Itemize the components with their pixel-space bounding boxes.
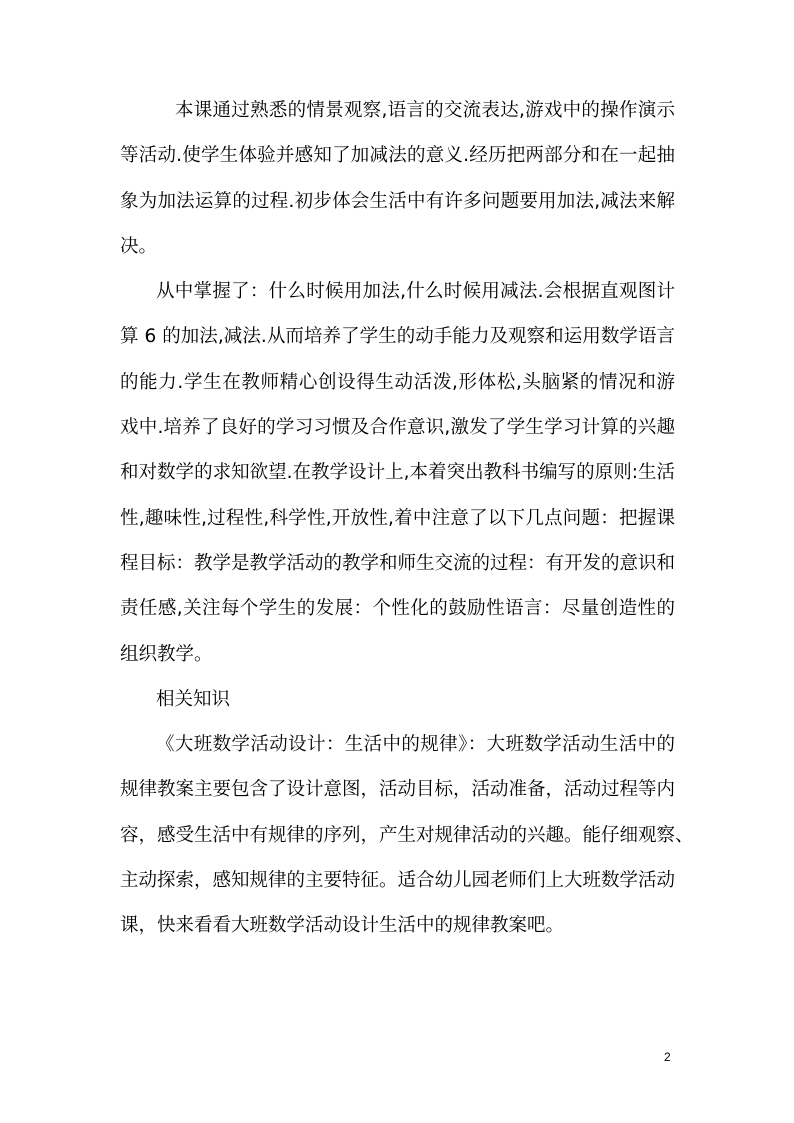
section-heading: 相关知识 — [156, 688, 231, 710]
paragraph-summary — [120, 269, 675, 677]
text-line: 主动探索，感知规律的主要特征。适合幼儿园老师们上大班数学活动 — [120, 870, 676, 892]
text-line: 责任感,关注每个学生的发展：个性化的鼓励性语言：尽量创造性的 — [120, 598, 675, 620]
text-line: 从中掌握了：什么时候用加法,什么时候用减法.会根据直观图计 — [156, 281, 675, 303]
text-line: 算 6 的加法,减法.从而培养了学生的动手能力及观察和运用数学语言 — [120, 326, 675, 348]
text-line: 容，感受生活中有规律的序列，产生对规律活动的兴趣。能仔细观察、 — [120, 824, 694, 846]
paragraph-intro — [120, 88, 675, 269]
text-line: 程目标：教学是教学活动的教学和师生交流的过程：有开发的意识和 — [120, 552, 676, 574]
text-line: 组织教学。 — [120, 643, 213, 665]
text-line: 性,趣味性,过程性,科学性,开放性,着中注意了以下几点问题：把握课 — [120, 507, 675, 529]
text-line: 《大班数学活动设计：生活中的规律》：大班数学活动生活中的 — [156, 734, 675, 756]
text-line: 和对数学的求知欲望.在教学设计上,本着突出教科书编写的原则:生活 — [120, 462, 675, 484]
text-line: 规律教案主要包含了设计意图，活动目标，活动准备，活动过程等内 — [120, 779, 676, 801]
text-line: 戏中.培养了良好的学习习惯及合作意识,激发了学生学习计算的兴趣 — [120, 417, 675, 439]
paragraph-related — [120, 722, 694, 948]
document-body — [120, 88, 694, 949]
text-line: 决。 — [120, 235, 158, 257]
text-line: 象为加法运算的过程.初步体会生活中有许多问题要用加法,减法来解 — [120, 190, 675, 212]
text-line: 的能力.学生在教师精心创设得生动活泼,形体松,头脑紧的情况和游 — [120, 371, 675, 393]
text-line: 课，快来看看大班数学活动设计生活中的规律教案吧。 — [120, 915, 565, 937]
text-line: 等活动.使学生体验并感知了加减法的意义.经历把两部分和在一起抽 — [120, 145, 675, 167]
text-line: 本课通过熟悉的情景观察,语言的交流表达,游戏中的操作演示 — [175, 100, 675, 121]
page-number: 2 — [664, 1050, 671, 1064]
